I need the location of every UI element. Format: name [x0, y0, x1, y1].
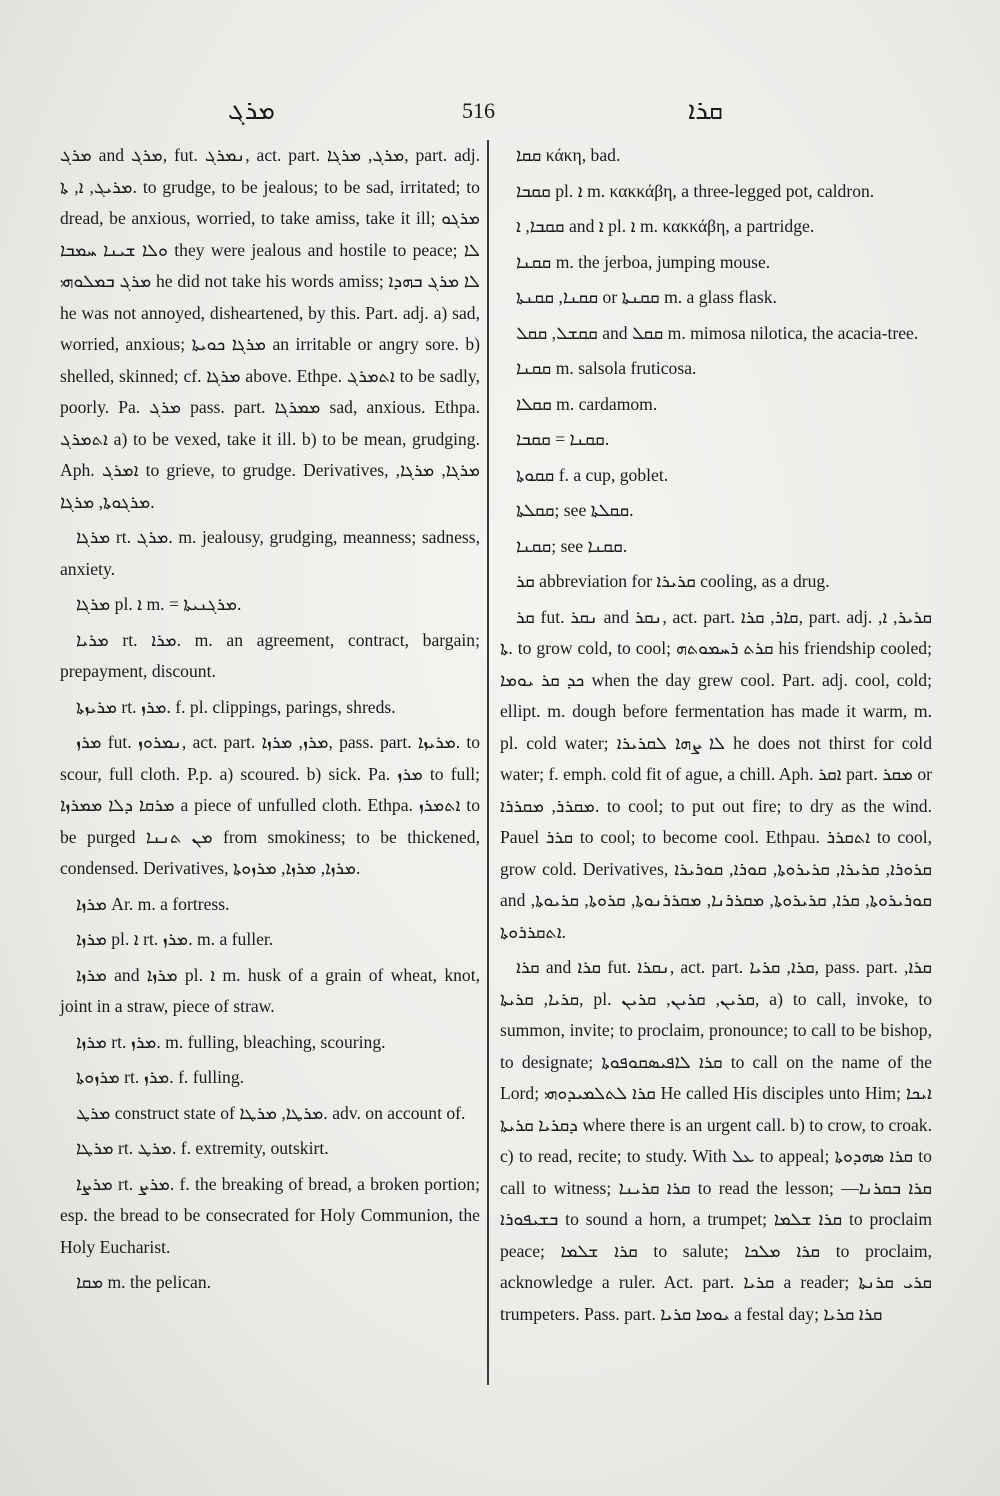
page-number: 516	[462, 98, 495, 123]
header-left-word: ܡܪܓ	[228, 96, 275, 126]
entry: ܩܩܢܐ = ܩܩܒܐ.	[516, 429, 610, 449]
entry: ܩܩܢܐ, ܩܩܢܬܐ or ܩܩܢܬܐ m. a glass flask.	[516, 287, 777, 307]
entry: ܡܪܓ and ܡܪܓ, fut. ܢܡܪܓ, act. part. ܡܪܓ, ܡܪܓܐ, part. adj. ܡܪܝܓ, ܐ, ܬܐ. to grudge, to be jealous; to be sad, irritated; to dread, be anxious, worried, to take amiss, take it ill; ܡܪܓܘ ܘܠܐ ܫܝܢܐ ܚܡܒܐ they were jealous and hostile to peace; ܠܐ ܡܪܓ ܒܡܠܘܗܝ he did not take his words amiss; ܠܐ ܡܪܓ ܒܗܕܐ he was not annoyed, disheartened, by this. Part. adj. a) sad, worried, anxious; ܡܪܓܐ ܟܘܝܬܐ an irritable or angry sore. b) shelled, skinned; cf. ܡܪܓܐ above. Ethpe. ܐܬܡܪܓ to be sadly, poorly. Pa. ܡܪܓ pass. part. ܡܡܪܓܐ sad, anxious. Ethpa. ܐܬܡܪܓ a) to be vexed, take it ill. b) to be mean, grudging. Aph. ܐܡܪܓ to grieve, to grudge. Derivatives, ܡܪܓܐ, ܡܪܓܐ, ܡܪܓܘܬܐ, ܡܪܓܐ.	[60, 145, 481, 512]
entry: ܡܪܙܐ rt. ܡܪܙ. m. fulling, bleaching, scouring.	[76, 1031, 386, 1052]
entry: ܡܪܝܙܬܐ rt. ܡܪܙ. f. pl. clippings, parings, shreds.	[76, 696, 396, 717]
page-header	[0, 96, 1000, 136]
entry: ܡܪܙܐ and ܡܪܙܐ pl. ܐ m. husk of a grain of wheat, knot, joint in a straw, piece of straw.	[60, 964, 480, 1016]
entry: ܩܩܢܐ m. the jerboa, jumping mouse.	[516, 251, 771, 272]
entry: ܩܩܒܐ, ܐ and ܐ pl. ܐ m. κακκάβη, a partridge.	[516, 216, 815, 236]
entry: ܩܩܘܬܐ f. a cup, goblet.	[516, 464, 669, 485]
entry: ܡܪܛ construct state of ܡܪܛܐ, ܡܪܛܐ. adv. on account of.	[76, 1102, 466, 1123]
left-column	[60, 140, 480, 1303]
entry: ܩܩܢܐ m. salsola fruticosa.	[516, 358, 697, 378]
right-column	[500, 140, 932, 1334]
header-right-word: ܩܪܐ	[688, 96, 723, 126]
entry: ܩܪ fut. ܢܩܪ and ܢܩܪ, act. part. ܩܐܪ, ܩܪܐ, part. adj. ܩܪܝܪ, ܐ, ܬܐ. to grow cold, to cool; ܩܪܬ ܪܚܡܘܬܗ his friendship cooled; ܟܕ ܩܪ ܝܘܡܐ when the day grew cool. Part. adj. cool, cold; ellipt. m. dough before fermentation has made it warm, m. pl. cold water; ܠܐ ܨܗܐ ܠܩܪܝܪܐ he does not thirst for cold water; f. emph. cold fit of ague, a chill. Aph. ܐܩܪ part. ܡܩܪ or ܡܩܪܪ, ܡܩܪܪܐ. to cool; to put out fire; to dry as the wind. Pauel ܩܪܪ to cool; to become cool. Ethpau. ܐܬܩܪܪ to cool, grow cold. Derivatives, ܩܪܘܪܐ, ܩܪܝܪܐ, ܩܪܝܪܘܬܐ, ܩܘܪܐ, ܩܘܪܝܪܐ and ܩܘܪܝܪܘܬܐ, ܩܪܐ, ܩܪܝܪܘܬܐ, ܡܩܪܪܢܐ, ܡܩܪܪܢܘܬܐ, ܩܪܘܬܐ, ܩܪܝܘܬܐ, ܐܬܩܪܪܘܬܐ.	[500, 606, 933, 942]
entry: ܩܩܐ κάκη, bad.	[516, 145, 621, 165]
entry: ܩܪ abbreviation for ܩܪܝܪܐ cooling, as a drug.	[516, 571, 830, 591]
entry: ܡܪܝܐ rt. ܡܪܐ. m. an agreement, contract, bargain; prepayment, discount.	[60, 629, 480, 681]
entry: ܡܪܙܐ pl. ܐ rt. ܡܪܙ. m. a fuller.	[76, 929, 274, 949]
entry: ܡܪܓܐ rt. ܡܪܓ. m. jealousy, grudging, meanness; sadness, anxiety.	[60, 527, 480, 579]
entry: ܡܪܙܘܬܐ rt. ܡܪܙ. f. fulling.	[76, 1067, 245, 1087]
entry: ܩܩܒܐ pl. ܐ m. κακκάβη, a three-legged pot, caldron.	[516, 180, 875, 201]
entry: ܩܩܢܐ; see ܩܩܢܐ.	[516, 535, 628, 556]
entry: ܩܩܫܠ, ܩܩܠ and ܩܩܠ m. mimosa nilotica, the acacia-tree.	[516, 322, 919, 343]
entry: ܩܩܠܬܐ; see ܩܩܠܬܐ.	[516, 500, 634, 520]
entry: ܡܪܨܐ rt. ܡܪܨ. f. the breaking of bread, a broken portion; esp. the bread to be consecrated for Holy Communion, the Holy Eucharist.	[60, 1173, 480, 1257]
column-divider	[487, 140, 489, 1385]
entry: ܡܪܓܐ pl. ܐ m. = ܡܪܓܢܝܬܐ.	[76, 594, 242, 614]
entry: ܡܪܙܐ Ar. m. a fortress.	[76, 893, 230, 914]
entry: ܡܪܛܐ rt. ܡܪܛ. f. extremity, outskirt.	[76, 1138, 329, 1158]
entry: ܩܩܠܐ m. cardamom.	[516, 393, 658, 414]
entry: ܡܩܐ m. the pelican.	[76, 1272, 212, 1292]
entry: ܩܪܐ and ܩܪܐ fut. ܢܩܪܐ, act. part. ܩܪܐ, ܩܪܝܐ, pass. part. ܩܪܐ, ܩܪܝܐ, ܩܪܝܬܐ, pl. ܩܪܝܢ, ܩܪܝܢ, ܩܪܝܢ, a) to call, invoke, to summon, invite; to proclaim, pronounce; to call to be bishop, to designate; ܩܪܐ ܠܐܦܝܣܩܘܦܘܬܐ to call on the name of the Lord; ܩܪܐ ܠܬܠܡܝܕܘܗܝ He called His disciples unto Him; ܐܝܟܐ ܕܩܪܝܐ ܩܪܝܬܐ where there is an urgent call. b) to crow, to croak. c) to read, recite; to study. With ܥܠ to appeal; ܩܪܐ ܣܗܕܘܬܐ to call to witness; ܩܪܐ ܩܪܝܢܐ to read the lesson; ܩܪܐ ܒܩܪܢܐ—ܒܫܝܦܘܪܐ to sound a horn, a trumpet; ܩܪܐ ܫܠܡܐ to proclaim peace; ܩܪܐ ܫܠܡܐ to salute; ܩܪܐ ܡܠܟܐ to proclaim, acknowledge a ruler. Act. part. ܩܪܝܐ a reader; ܩܪܝ ܩܪܢܬܐ trumpeters. Pass. part. ܝܘܡܐ ܩܪܝܐ a festal day; ܩܪܐ ܩܪܝܐ	[500, 957, 933, 1324]
entry: ܡܪܙ fut. ܢܡܪܘܙ, act. part. ܡܪܙ, ܡܪܙܐ, pass. part. ܡܪܝܙܐ. to scour, full cloth. P.p. a) scoured. b) sick. Pa. ܡܪܙ to full; ܡܪܩܐ ܕܠܐ ܡܡܪܙܐ a piece of unfulled cloth. Ethpa. ܐܬܡܪܙ to be purged ܡܢ ܬܢܢܐ from smokiness; to be thickened, condensed. Derivatives, ܡܪܙܐ, ܡܪܙܐ, ܡܪܙܘܬܐ.	[60, 732, 481, 878]
